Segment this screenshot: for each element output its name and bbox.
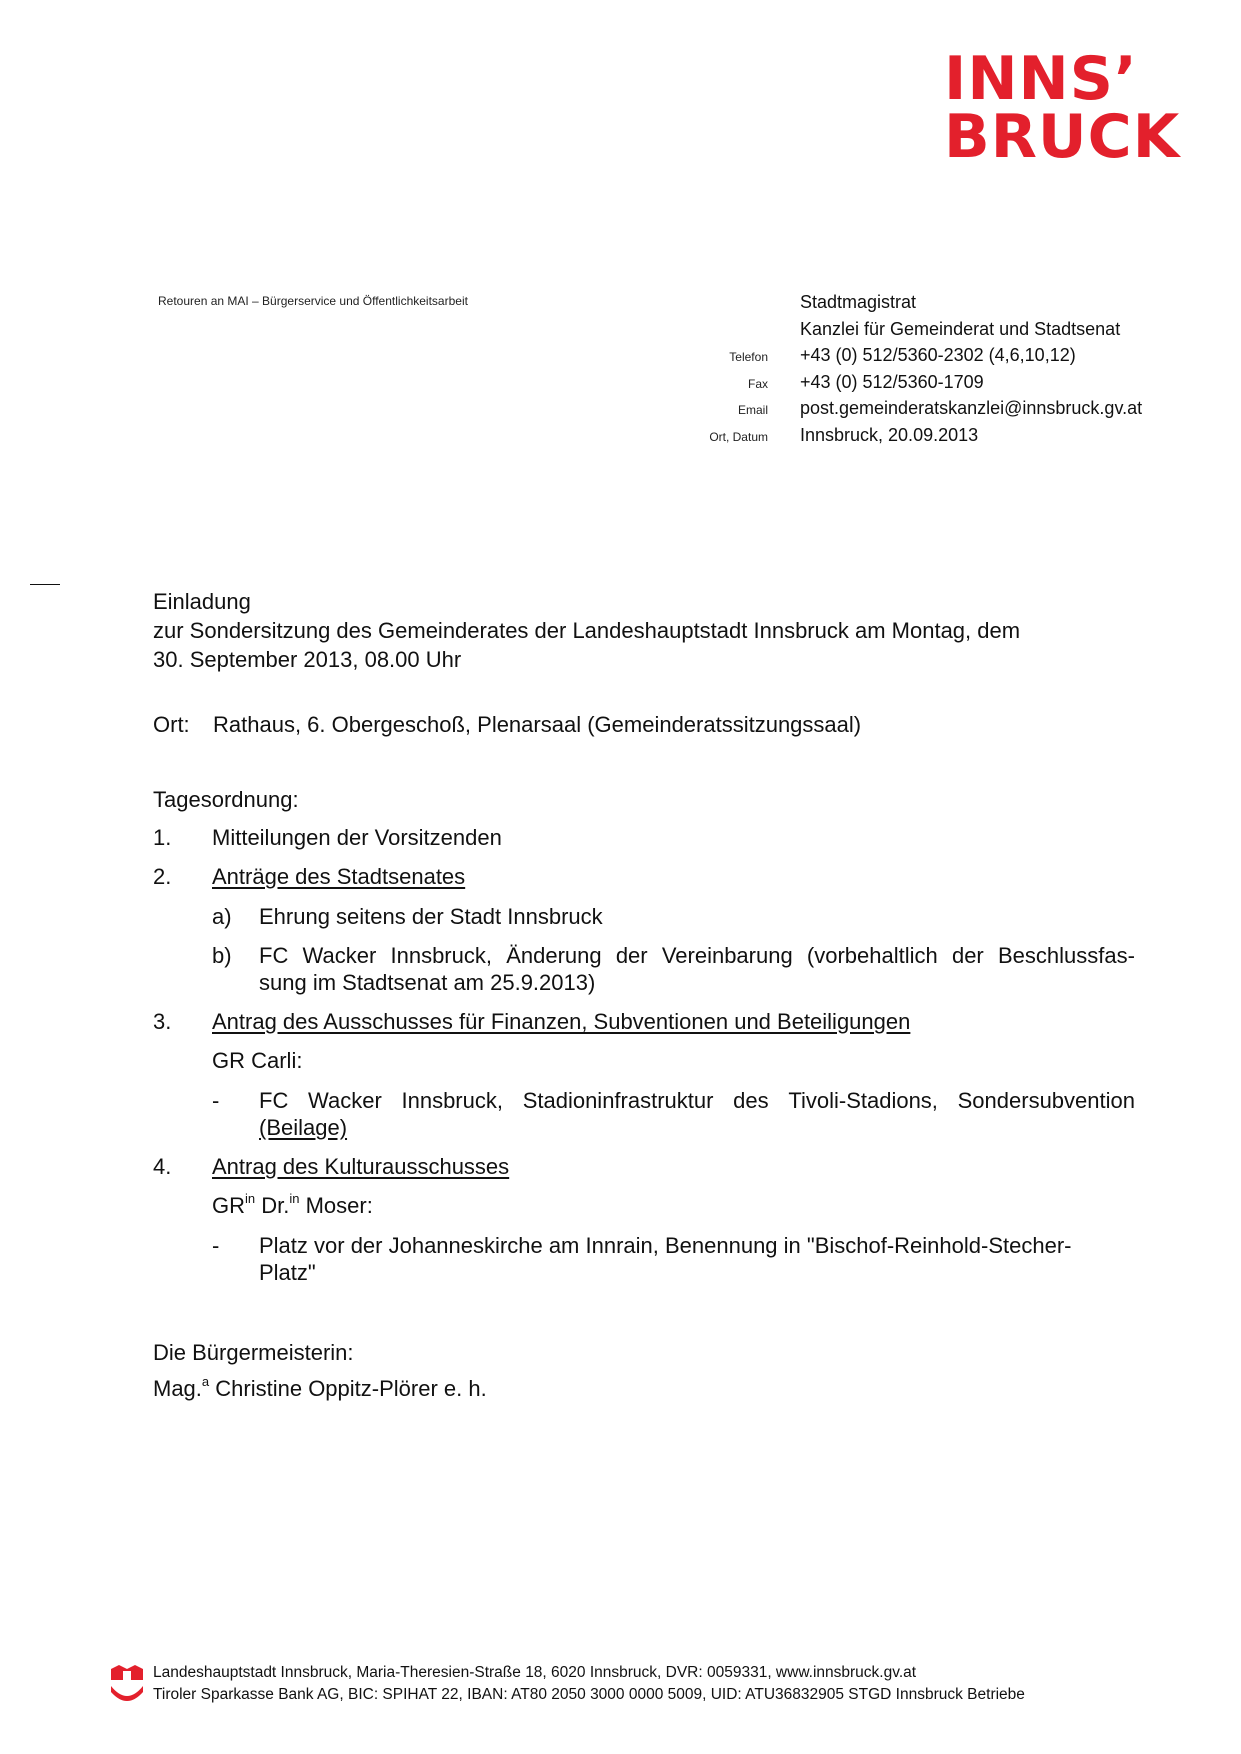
letter-subtitle-line-2: 30. September 2013, 08.00 Uhr [153,647,462,672]
agenda-item-3-text: Antrag des Ausschusses für Finanzen, Subventionen und Beteiligungen [212,1009,911,1034]
agenda-item-3-bullet: - [212,1088,220,1113]
agenda-item-2-text: Anträge des Stadtsenates [212,864,466,889]
contact-block [690,292,1210,451]
agenda-item-3-heading [212,1008,910,1036]
attachment-link[interactable]: (Beilage) [259,1115,348,1140]
agenda-item-4-heading [212,1153,509,1181]
email-label: Email [737,403,768,417]
agenda-item-2a-letter: a) [212,904,232,929]
innsbruck-logo [944,44,1189,178]
fax-value: +43 (0) 512/5360-1709 [800,371,984,392]
item-2b-word: der [615,943,648,968]
item-2b-word: (vorbehaltlich [806,943,938,968]
fold-mark [30,584,60,585]
item-2b-word: FC [259,943,289,968]
contact-dept: Stadtmagistrat [800,292,917,312]
date-value: Innsbruck, 20.09.2013 [800,424,979,445]
fax-label: Fax [747,376,768,391]
agenda-item-4-bullet-line-1: Platz vor der Johanneskirche am Innrain, Benennung in "Bischof-Reinhold-Stecher- [259,1233,1072,1258]
bullet-word: Stadioninfrastruktur [522,1088,714,1113]
agenda-item-3-reporter: GR Carli: [212,1048,303,1073]
phone-value: +43 (0) 512/5360-2302 (4,6,10,12) [800,345,1076,365]
letter-title: Einladung [153,589,251,614]
agenda-item-2-heading [212,863,465,891]
agenda-item-4-bullet: - [212,1233,220,1258]
logo-line-2: BRUCK [944,102,1181,172]
bullet-word: Sondersubvention [957,1088,1135,1113]
item-2b-word: Vereinbarung [661,943,793,968]
agenda-item-1-number: 1. [153,825,172,850]
phone-label: Telefon [729,350,768,364]
return-address: Retouren an MAI – Bürgerservice und Öffentlichkeitsarbeit [158,294,468,308]
agenda-heading: Tagesordnung: [153,787,299,812]
agenda-item-2b-letter: b) [212,943,232,968]
agenda-item-2b-text [259,942,1135,996]
location-label: Ort: [153,712,190,737]
bullet-word: Wacker [308,1088,382,1113]
email-value[interactable]: post.gemeinderatskanzlei@innsbruck.gv.at [800,398,1143,418]
agenda-item-2-number: 2. [153,864,172,889]
agenda-item-3-bullet-line-1 [259,1087,1135,1114]
agenda-item-2b-line-2: sung im Stadtsenat am 25.9.2013) [259,970,596,995]
bullet-word: FC [259,1088,289,1113]
agenda-item-4-bullet-line-2: Platz" [259,1260,316,1285]
agenda-item-4-number: 4. [153,1154,172,1179]
item-2b-word: Innsbruck, [390,943,492,968]
item-2b-word: Änderung [506,943,602,968]
bullet-word: Innsbruck, [401,1088,503,1113]
signature-name: Mag.$^a$ Christine Oppitz-Plörer e. h. [153,1373,487,1401]
letter-subtitle-line-1: zur Sondersitzung des Gemeinderates der Landeshauptstadt Innsbruck am Montag, dem [153,618,1021,643]
logo-line-1: INNS’ [944,44,1138,114]
item-2b-word: Beschlussfas- [997,943,1135,968]
date-label: Ort, Datum [709,429,768,444]
agenda-item-3-number: 3. [153,1009,172,1034]
footer-address: Landeshauptstadt Innsbruck, Maria-Theresien-Straße 18, 6020 Innsbruck, DVR: 0059331, www.innsbruck.gv.at [153,1664,917,1681]
contact-office: Kanzlei für Gemeinderat und Stadtsenat [800,318,1121,339]
signature-role: Die Bürgermeisterin: [153,1340,354,1365]
agenda-item-2b-line-1 [259,942,1135,969]
agenda-item-3-bullet-text [259,1087,1135,1141]
bullet-word: Tivoli-Stadions, [788,1088,938,1113]
letter-title-block [153,587,1020,674]
agenda-item-4-reporter: $GR^{in}$ Dr.$^{in}$ Moser: [212,1190,373,1218]
agenda-item-4-text: Antrag des Kulturausschusses [212,1154,510,1179]
footer-bank: Tiroler Sparkasse Bank AG, BIC: SPIHAT 22, IBAN: AT80 2050 3000 0000 5009, UID: ATU36832905 STGD Innsbruck Betriebe [153,1686,1025,1703]
item-2b-word: Wacker [302,943,377,968]
agenda-item-2a-text: Ehrung seitens der Stadt Innsbruck [259,904,603,929]
item-2b-word: der [951,943,984,968]
agenda-item-4-bullet-text [259,1232,1135,1286]
city-emblem-icon [110,1664,144,1704]
bullet-word: des [733,1088,769,1113]
agenda-item-1-text: Mitteilungen der Vorsitzenden [212,825,502,850]
location-line [153,711,861,739]
location-value: Rathaus, 6. Obergeschoß, Plenarsaal (Gemeinderatssitzungssaal) [213,712,862,737]
